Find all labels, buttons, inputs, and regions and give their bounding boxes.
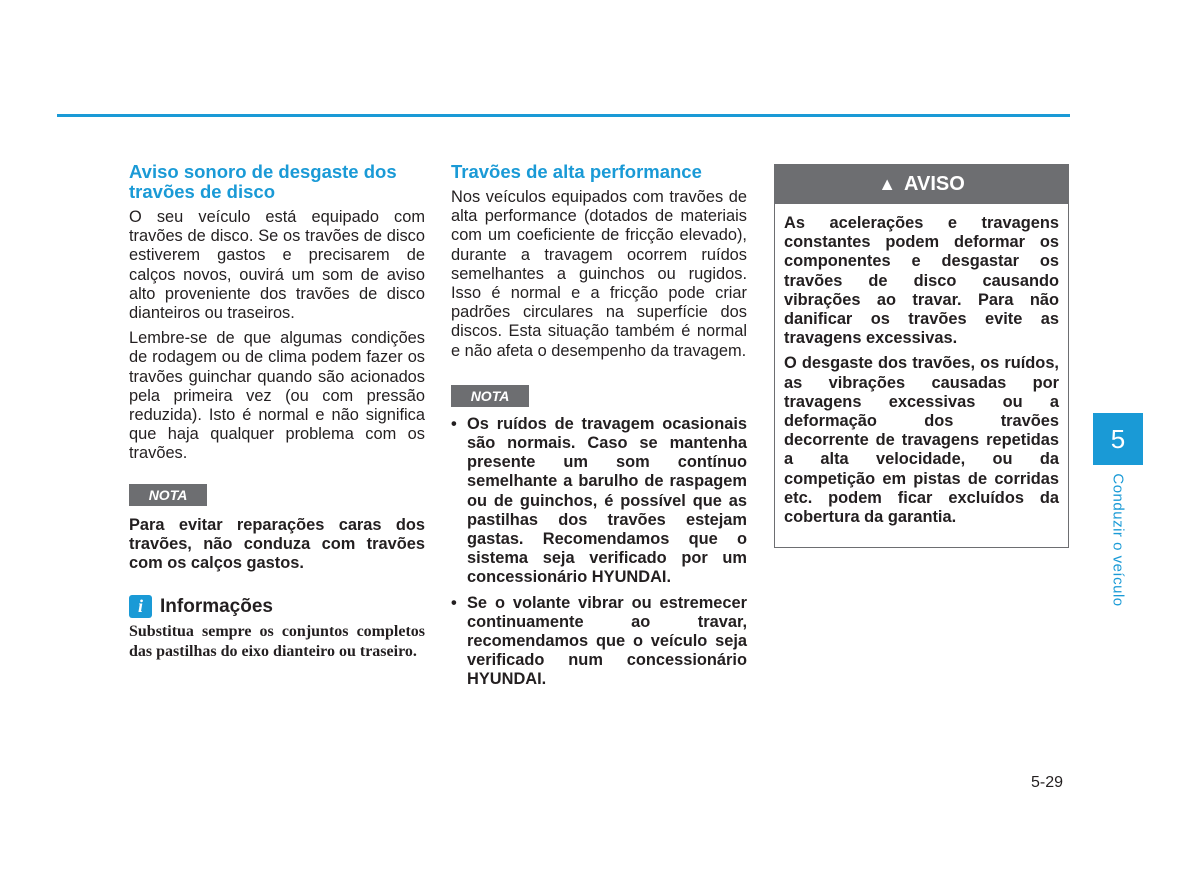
- list-item: • Se o volante vibrar ou estremecer continuamente ao travar, recomendamos que o veículo seja verificado num concessionário HYUNDAI.: [451, 594, 747, 690]
- info-icon: i: [129, 595, 152, 618]
- warning-paragraph: O desgaste dos travões, os ruídos, as vibrações causadas por travagens excessivas ou a deformação dos travões decorrente de travagens repetidas a alta velocidade, ou da competição em pistas de corridas etc. podem ficar excluídos da cobertura da garantia.: [784, 354, 1059, 527]
- nota-bullet-list: [451, 415, 747, 690]
- info-text: Substitua sempre os conjuntos completos das pastilhas do eixo dianteiro ou traseiro.: [129, 623, 425, 660]
- section-heading-brake-wear: Aviso sonoro de desgaste dos travões de disco: [129, 161, 397, 202]
- info-header: [129, 595, 425, 618]
- top-divider: [57, 114, 1070, 117]
- column-left: [129, 162, 425, 661]
- warning-title: AVISO: [904, 173, 965, 195]
- warning-box: [774, 164, 1069, 548]
- warning-paragraph: As acelerações e travagens constantes podem deformar os componentes e desgastar os travões de disco causando vibrações ao travar. Para não danificar os travões evite as travagens excessivas.: [784, 214, 1059, 348]
- chapter-tab: 5: [1093, 413, 1143, 465]
- chapter-label: Conduzir o veículo: [1109, 473, 1127, 607]
- list-item: • Os ruídos de travagem ocasionais são normais. Caso se mantenha presente um som contínuo semelhante a barulho de raspagem ou de guinchos, é possível que as pastilhas dos travões estejam gastas. Recomendamos que o sistema seja verificado por um concessionário HYUNDAI.: [451, 415, 747, 588]
- paragraph: O seu veículo está equipado com travões de disco. Se os travões de disco estiverem gastos e precisarem de calços novos, ouvirá um som de aviso alto proveniente dos travões de disco dianteiros ou traseiros.: [129, 208, 425, 323]
- warning-triangle-icon: ▲: [878, 174, 897, 194]
- nota-label: NOTA: [129, 484, 207, 506]
- page-number: 5-29: [1031, 774, 1064, 791]
- nota-text: Para evitar reparações caras dos travões, não conduza com travões com os calços gastos.: [129, 515, 425, 573]
- column-middle: [451, 162, 747, 696]
- paragraph: Lembre-se de que algumas condições de rodagem ou de clima podem fazer os travões guinchar quando são acionados pela primeira vez (ou com pressão reduzida). Isto é normal e não significa que haja qualquer problema com os travões.: [129, 329, 425, 463]
- warning-body: [775, 204, 1068, 547]
- section-heading-high-performance: Travões de alta performance: [451, 161, 702, 182]
- paragraph: Nos veículos equipados com travões de alta performance (dotados de materiais com um coeficiente de fricção elevado), durante a travagem ocorrem ruídos semelhantes a guinchos ou rugidos. Isso é normal e a fricção pode criar padrões circulares na superfície dos discos. Esta situação também é normal e não afeta o desempenho da travagem.: [451, 188, 747, 360]
- info-title: Informações: [160, 595, 273, 617]
- nota-label: NOTA: [451, 385, 529, 407]
- warning-header: [775, 165, 1068, 204]
